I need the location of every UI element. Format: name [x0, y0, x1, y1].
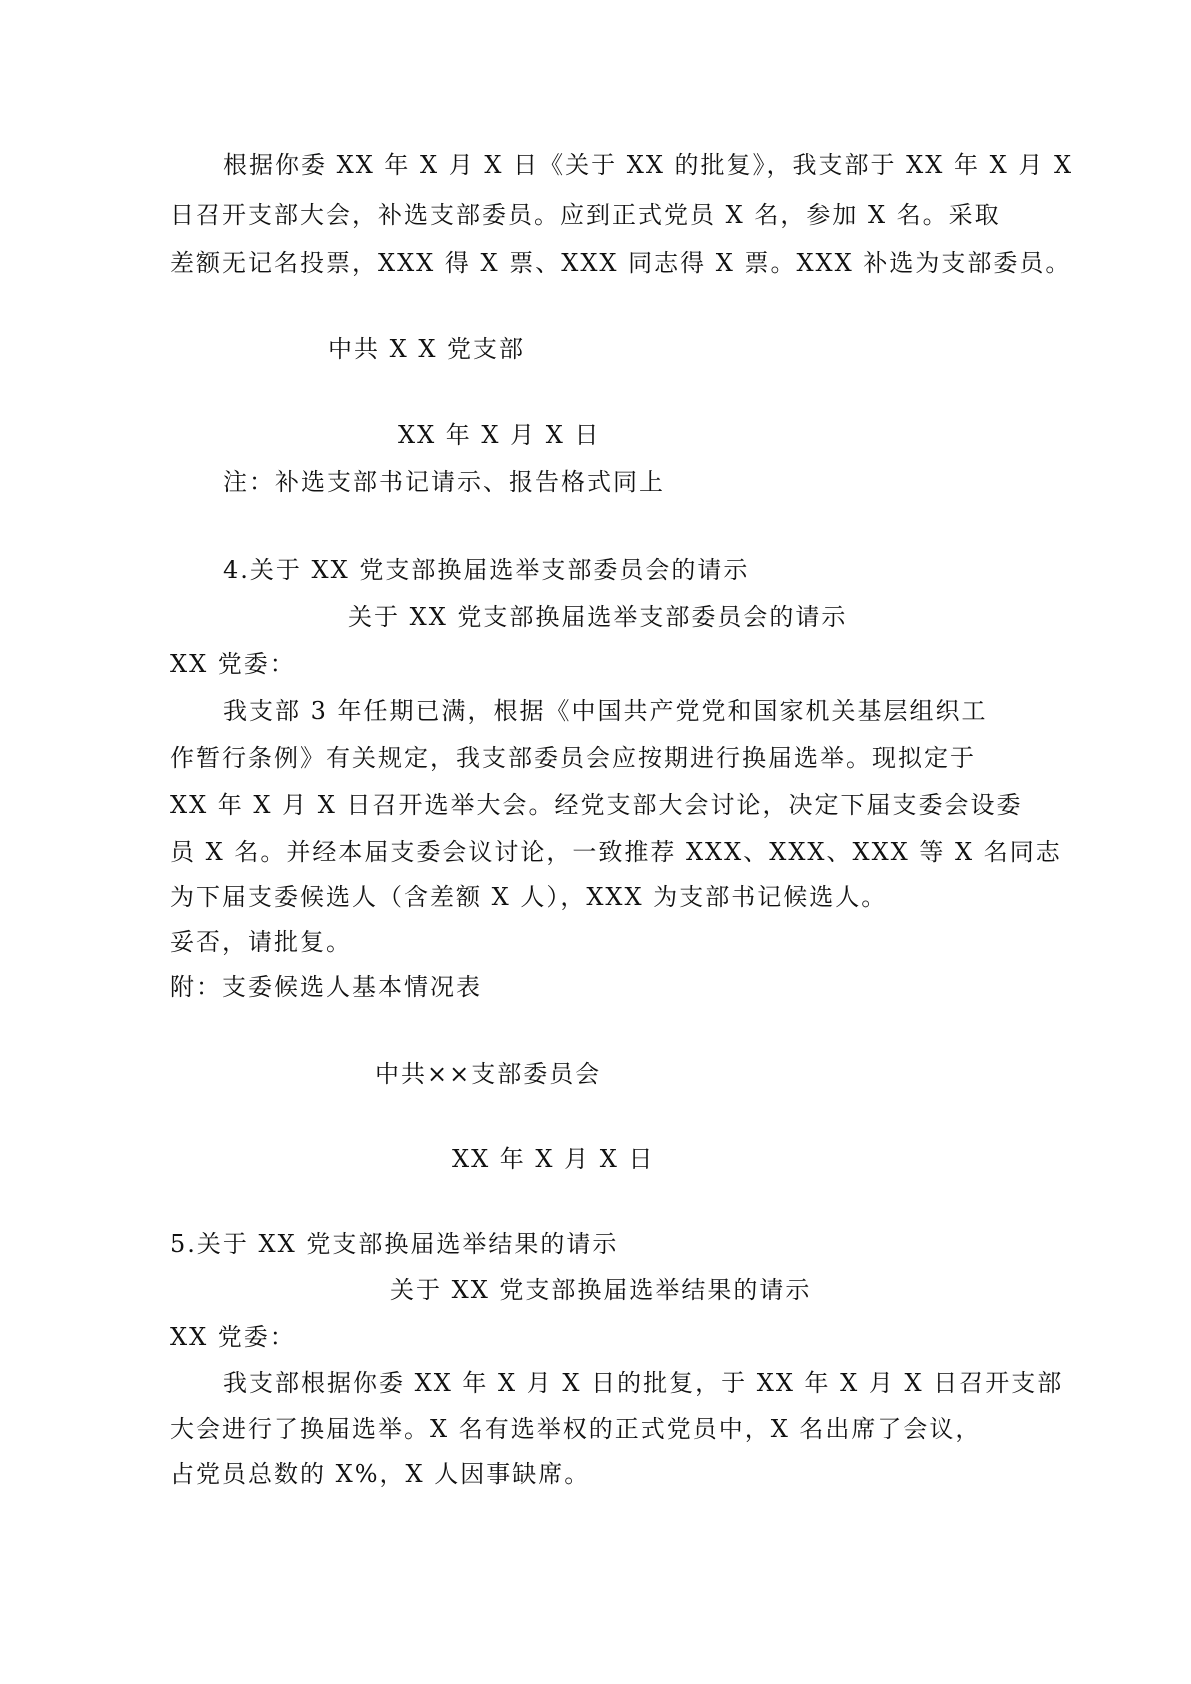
s4-body-line-4: 员 X 名。并经本届支委会议讨论，一致推荐 XXX、XXX、XXX 等 X 名同志 [170, 838, 1062, 866]
s5-body-line-2: 大会进行了换届选举。X 名有选举权的正式党员中，X 名出席了会议， [170, 1415, 982, 1443]
s3-body-line-3: 差额无记名投票，XXX 得 X 票、XXX 同志得 X 票。XXX 补选为支部委员。 [170, 249, 1072, 277]
s4-recipient: XX 党委： [170, 650, 296, 678]
s4-date: XX 年 X 月 X 日 [452, 1145, 655, 1173]
s4-heading: 4.关于 XX 党支部换届选举支部委员会的请示 [223, 556, 750, 584]
s4-body-line-3: XX 年 X 月 X 日召开选举大会。经党支部大会讨论，决定下届支委会设委 [170, 791, 1023, 819]
s3-signature: 中共 X X 党支部 [328, 335, 526, 363]
s4-closing: 妥否，请批复。 [170, 928, 352, 956]
s4-body-line-1: 我支部 3 年任期已满，根据《中国共产党党和国家机关基层组织工 [223, 697, 988, 725]
s3-body-line-1: 根据你委 XX 年 X 月 X 日《关于 XX 的批复》，我支部于 XX 年 X 月 X [223, 151, 1074, 179]
s4-body-line-2: 作暂行条例》有关规定，我支部委员会应按期进行换届选举。现拟定于 [170, 744, 976, 772]
s3-body-line-2: 日召开支部大会，补选支部委员。应到正式党员 X 名，参加 X 名。采取 [170, 201, 1001, 229]
s5-body-line-3: 占党员总数的 X%，X 人因事缺席。 [170, 1460, 591, 1488]
s5-heading: 5.关于 XX 党支部换届选举结果的请示 [170, 1230, 619, 1258]
s4-title: 关于 XX 党支部换届选举支部委员会的请示 [348, 603, 848, 631]
s5-title: 关于 XX 党支部换届选举结果的请示 [390, 1276, 812, 1304]
s5-body-line-1: 我支部根据你委 XX 年 X 月 X 日的批复，于 XX 年 X 月 X 日召开支部 [223, 1369, 1064, 1397]
s3-note: 注：补选支部书记请示、报告格式同上 [223, 468, 665, 496]
s4-signature: 中共××支部委员会 [375, 1060, 602, 1088]
s5-recipient: XX 党委： [170, 1323, 296, 1351]
s3-date: XX 年 X 月 X 日 [398, 421, 601, 449]
s4-body-line-5: 为下届支委候选人（含差额 X 人），XXX 为支部书记候选人。 [170, 883, 888, 911]
s4-attachment: 附：支委候选人基本情况表 [170, 973, 482, 1001]
